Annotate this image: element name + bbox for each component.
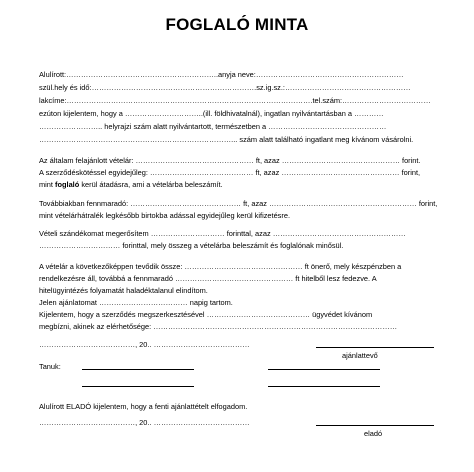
mint-word: mint [39,180,53,189]
seller-declaration: Alulírott ELADÓ kijelentem, hogy a fenti ajánlattételt elfogadom. [39,402,248,411]
date-place-line: …………………………………, 20.. ………………………………… [39,418,250,427]
text-line: Jelen ajánlatomat ……………………………… napig tartom. [39,298,233,307]
text-line: szül.hely és idő:………………………………………………………….sz.ig.sz.:…………………………………………… [39,83,411,92]
text-line: Alulírott:……………………………………………………..anyja neve:…………………………………………………… [39,70,404,79]
text-line: rendelkezésre áll, továbbá a fennmaradó ………………………………………… ft hitelből lesz fedezve. A [39,274,377,283]
text-line: A szerződéskötéssel egyidejűleg: …………………………………… ft, azaz ………………………………………… forint, [39,168,421,177]
signature-line [316,425,434,426]
text-line: ……………………………………………………………………... szám alatt található ingatlant meg kívánom vásárolni. [39,135,414,144]
text-line: megbízni, akinek az elérhetősége: ……………………………………………………………………………………… [39,322,398,331]
text-line: …………………….. helyrajzi szám alatt nyilvántartott, természetben a ………………………………………… [39,122,387,131]
text-line: mint vételárhátralék legkésőbb birtokba adással egyidejűleg kerül kifizetésre. [39,211,291,220]
signer-label: eladó [364,429,383,438]
text-line: hitelügyintézés folyamatát haladéktalanul elindítom. [39,286,208,295]
date-place-line: …………………………………, 20.. ………………………………… [39,340,250,349]
document-title: FOGLALÓ MINTA [165,15,309,34]
signer-label: ajánlattevő [342,351,378,360]
witness-line [268,386,380,387]
text-fragment: kerül átadásra, ami a vételárba beleszámít. [81,180,223,189]
text-line: ezúton kijelentem, hogy a …………………………..(ill. földhivatalnál), ingatlan nyilvántartásban a ………… [39,109,384,118]
text-line: Kijelentem, hogy a szerződés megszerkesztésével …………………………………… ügyvédet kívánom [39,310,373,319]
witness-line [268,369,380,370]
text-line: Továbbiakban fennmaradó: ……………………………………… ft, azaz …………………………………………………… forint, [39,199,438,208]
witness-line [82,386,194,387]
text-line: …………………………… forinttal, mely összeg a vételárba beleszámít és foglalónak minősül. [39,241,344,250]
signature-line [316,347,434,348]
witness-line [82,369,194,370]
text-line: lakcíme:……………………………………………………………………………………….tel.szám:……………………………… [39,96,431,105]
text-line: Az általam felajánlott vételár: ………………………………………… ft, azaz ………………………………………… forint. [39,156,421,165]
witnesses-label: Tanuk: [39,362,61,371]
deposit-term: foglaló [55,180,80,189]
text-line: A vételár a következőképpen tevődik össze: ………………………………………… ft önerő, mely készpénzben a [39,262,402,271]
text-line: Vételi szándékomat megerősítem ………………………… forinttal, azaz ……………………………………………… [39,229,406,238]
text-line [39,180,223,190]
